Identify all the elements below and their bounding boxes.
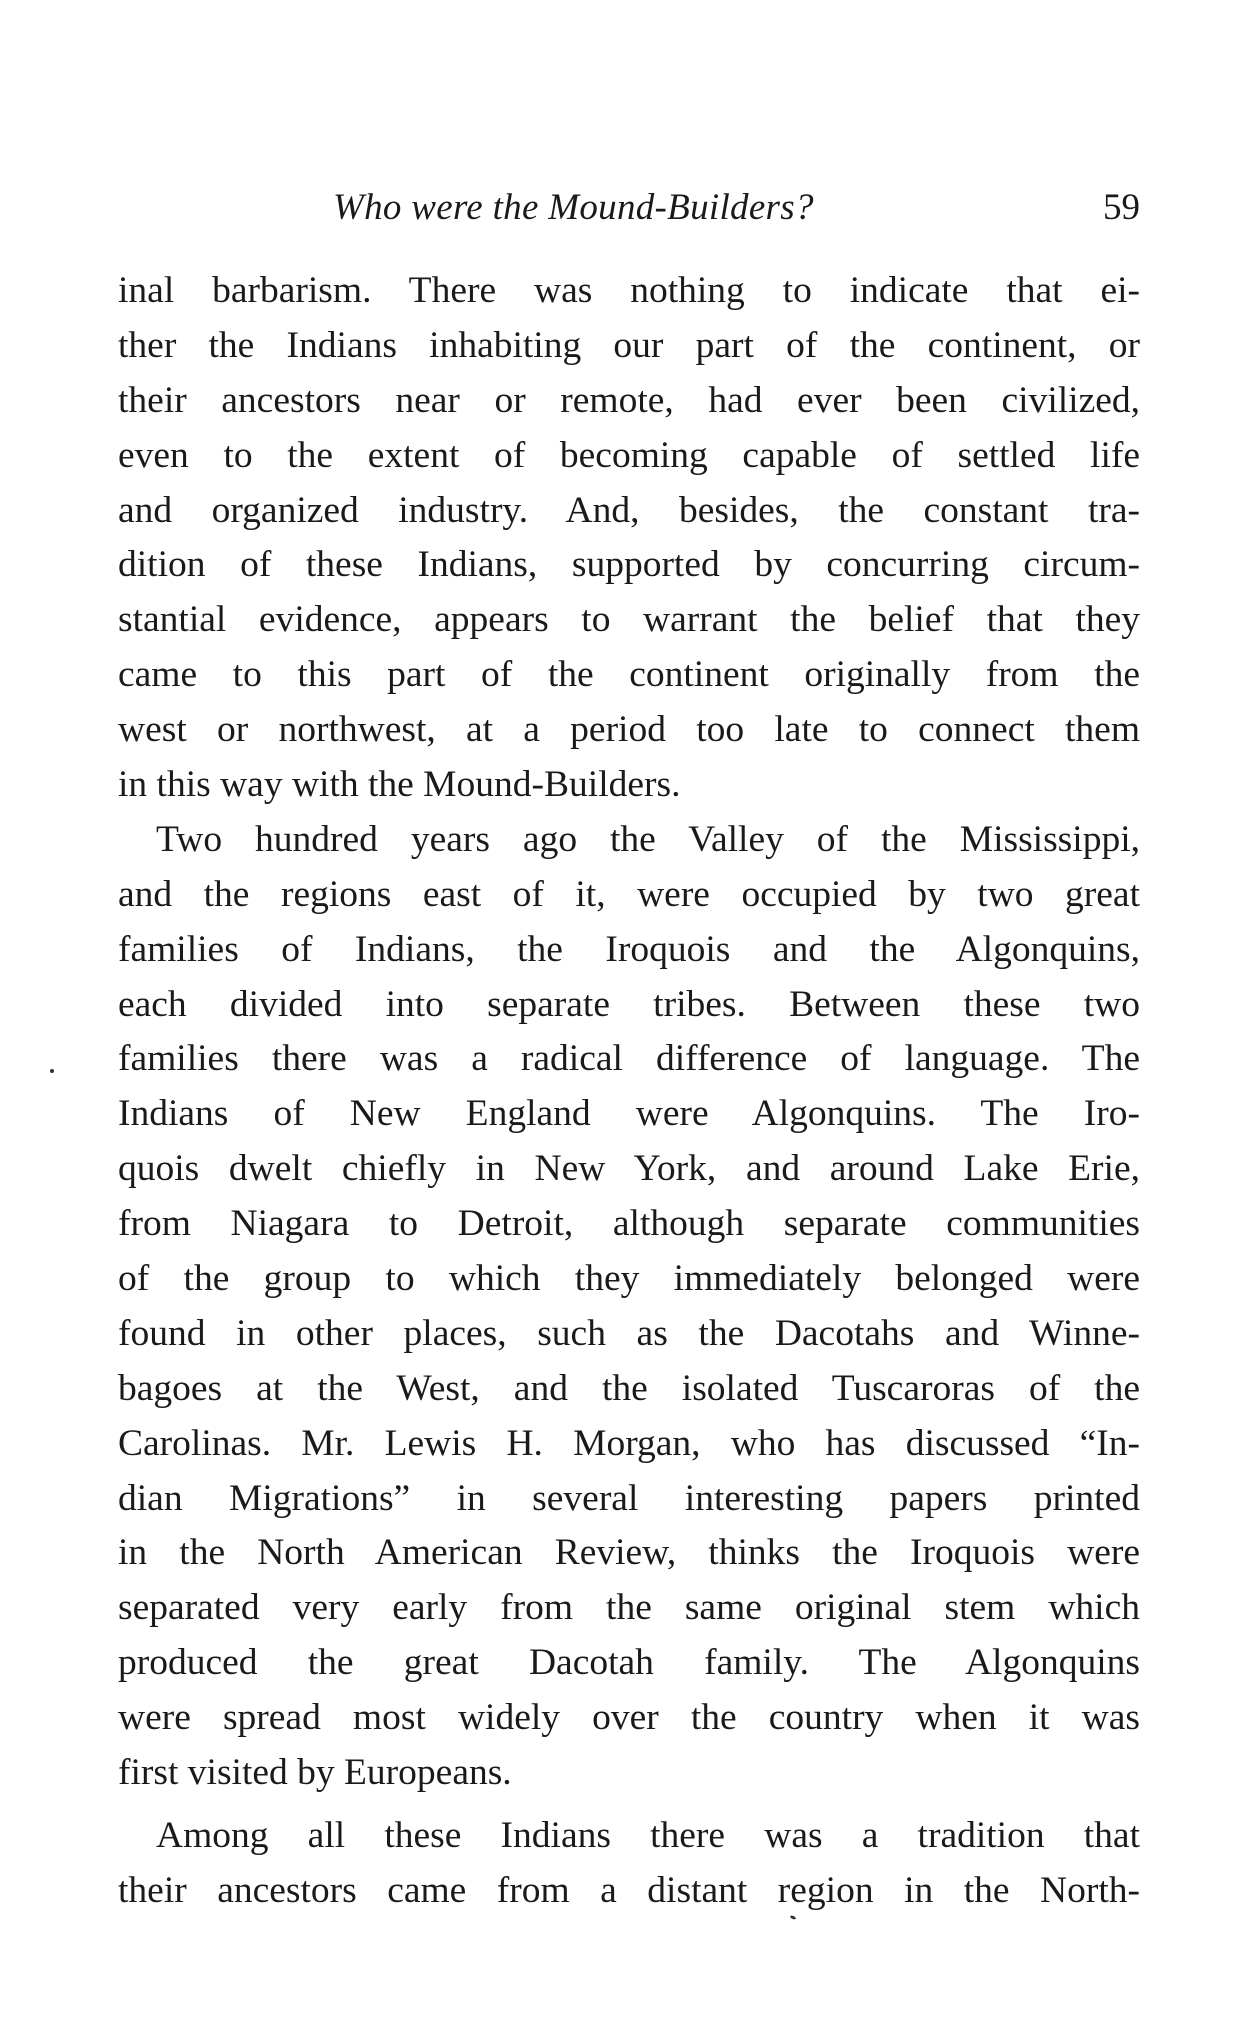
- text-line: stantial evidence, appears to warrant the belief that they: [118, 599, 1140, 641]
- text-line: families of Indians, the Iroquois and the Algonquins,: [118, 928, 1140, 970]
- text-line: Two hundred years ago the Valley of the Mississippi,: [156, 818, 1140, 860]
- text-line: separated very early from the same original stem which: [118, 1587, 1140, 1629]
- text-line: their ancestors near or remote, had ever been civilized,: [118, 379, 1140, 421]
- text-line: families there was a radical difference of language. The: [118, 1038, 1140, 1080]
- text-line: in the North American Review, thinks the Iroquois were: [118, 1532, 1140, 1574]
- running-title: Who were the Mound-Builders?: [333, 187, 814, 228]
- text-line: dian Migrations” in several interesting papers printed: [118, 1477, 1140, 1519]
- page-number: 59: [1103, 187, 1140, 228]
- paragraph-1: [118, 264, 1140, 813]
- text-line: even to the extent of becoming capable of settled life: [118, 434, 1140, 476]
- paragraph-3: [118, 1809, 1140, 1919]
- text-line: in this way with the Mound-Builders.: [118, 764, 681, 806]
- text-line: ther the Indians inhabiting our part of the continent, or: [118, 324, 1140, 366]
- text-line: of the group to which they immediately belonged were: [118, 1258, 1140, 1300]
- paragraph-gap: [118, 1801, 1140, 1809]
- text-line: inal barbarism. There was nothing to indicate that ei-: [118, 270, 1140, 311]
- text-line: Indians of New England were Algonquins. The Iro-: [118, 1093, 1140, 1135]
- text-line: found in other places, such as the Dacotahs and Winne-: [118, 1312, 1140, 1354]
- text-line: each divided into separate tribes. Between these two: [118, 983, 1140, 1025]
- text-line: their ancestors came from a distant region in the North-: [118, 1869, 1140, 1911]
- body-text: [118, 264, 1140, 1919]
- text-line: produced the great Dacotah family. The Algonquins: [118, 1642, 1140, 1684]
- text-line: first visited by Europeans.: [118, 1752, 512, 1794]
- text-line: were spread most widely over the country when it was: [118, 1697, 1140, 1739]
- text-line: Among all these Indians there was a tradition that: [156, 1814, 1140, 1856]
- text-line: came to this part of the continent originally from the: [118, 654, 1140, 696]
- text-line: quois dwelt chiefly in New York, and around Lake Erie,: [118, 1148, 1140, 1190]
- text-line: and the regions east of it, were occupied by two great: [118, 873, 1140, 915]
- text-line: Carolinas. Mr. Lewis H. Morgan, who has discussed “In-: [118, 1422, 1140, 1464]
- paragraph-2: [118, 813, 1140, 1801]
- text-line: bagoes at the West, and the isolated Tuscaroras of the: [118, 1367, 1140, 1409]
- text-line: dition of these Indians, supported by concurring circum-: [118, 544, 1140, 586]
- running-head: [118, 178, 1140, 238]
- ink-speck: [50, 1069, 54, 1073]
- text-line: west or northwest, at a period too late to connect them: [118, 709, 1140, 751]
- text-line: and organized industry. And, besides, the constant tra-: [118, 489, 1140, 531]
- text-line: from Niagara to Detroit, although separate communities: [118, 1203, 1140, 1245]
